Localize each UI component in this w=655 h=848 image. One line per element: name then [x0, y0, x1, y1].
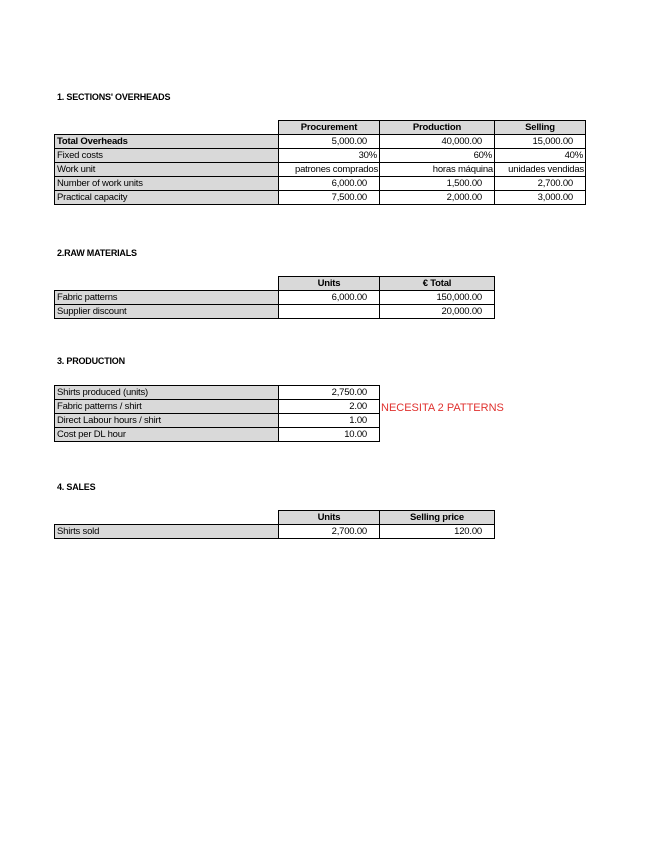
cell: 1.00 [279, 414, 380, 428]
table-row [55, 414, 380, 428]
cell: 2,000.00 [380, 191, 495, 205]
table-row [55, 305, 495, 319]
col-procurement: Procurement [279, 121, 380, 135]
cell: 150,000.00 [380, 291, 495, 305]
row-label: Total Overheads [55, 135, 279, 149]
table-row [55, 177, 586, 191]
section-title-overheads: 1. SECTIONS' OVERHEADS [57, 92, 171, 102]
table-row [55, 291, 495, 305]
cell: 6,000.00 [279, 177, 380, 191]
row-label: Fixed costs [55, 149, 279, 163]
table-row [55, 525, 495, 539]
sales-header-row [55, 511, 495, 525]
section-title-sales: 4. SALES [57, 482, 96, 492]
row-label: Work unit [55, 163, 279, 177]
cell: 40% [495, 149, 586, 163]
cell: 2,750.00 [279, 386, 380, 400]
row-label: Direct Labour hours / shirt [55, 414, 279, 428]
overheads-table [54, 120, 586, 205]
cell: 60% [380, 149, 495, 163]
row-label: Shirts produced (units) [55, 386, 279, 400]
col-selling: Selling [495, 121, 586, 135]
table-row [55, 135, 586, 149]
cell: 6,000.00 [279, 291, 380, 305]
cell: patrones comprados [279, 163, 380, 177]
production-note: NECESITA 2 PATTERNS [381, 402, 504, 414]
cell: 7,500.00 [279, 191, 380, 205]
section-title-production: 3. PRODUCTION [57, 356, 125, 366]
cell: horas máquina [380, 163, 495, 177]
cell [279, 305, 380, 319]
col-units: Units [279, 511, 380, 525]
cell: 10.00 [279, 428, 380, 442]
row-label: Shirts sold [55, 525, 279, 539]
col-units: Units [279, 277, 380, 291]
cell: 2,700.00 [495, 177, 586, 191]
cell: unidades vendidas [495, 163, 586, 177]
row-label: Supplier discount [55, 305, 279, 319]
cell: 2,700.00 [279, 525, 380, 539]
row-label: Practical capacity [55, 191, 279, 205]
cell: 2.00 [279, 400, 380, 414]
raw-materials-table [54, 276, 495, 319]
table-row [55, 428, 380, 442]
cell: 15,000.00 [495, 135, 586, 149]
row-label: Cost per DL hour [55, 428, 279, 442]
row-label: Number of work units [55, 177, 279, 191]
col-total: € Total [380, 277, 495, 291]
row-label: Fabric patterns [55, 291, 279, 305]
cell: 30% [279, 149, 380, 163]
cell: 120.00 [380, 525, 495, 539]
overheads-header-row [55, 121, 586, 135]
col-production: Production [380, 121, 495, 135]
table-row [55, 191, 586, 205]
col-selling-price: Selling price [380, 511, 495, 525]
table-row [55, 386, 380, 400]
row-label: Fabric patterns / shirt [55, 400, 279, 414]
table-row [55, 400, 380, 414]
cell: 1,500.00 [380, 177, 495, 191]
cell: 3,000.00 [495, 191, 586, 205]
cell: 5,000.00 [279, 135, 380, 149]
table-row [55, 163, 586, 177]
raw-materials-header-row [55, 277, 495, 291]
cell: 20,000.00 [380, 305, 495, 319]
table-row [55, 149, 586, 163]
cell: 40,000.00 [380, 135, 495, 149]
section-title-raw-materials: 2.RAW MATERIALS [57, 248, 137, 258]
sales-table [54, 510, 495, 539]
production-table [54, 385, 380, 442]
